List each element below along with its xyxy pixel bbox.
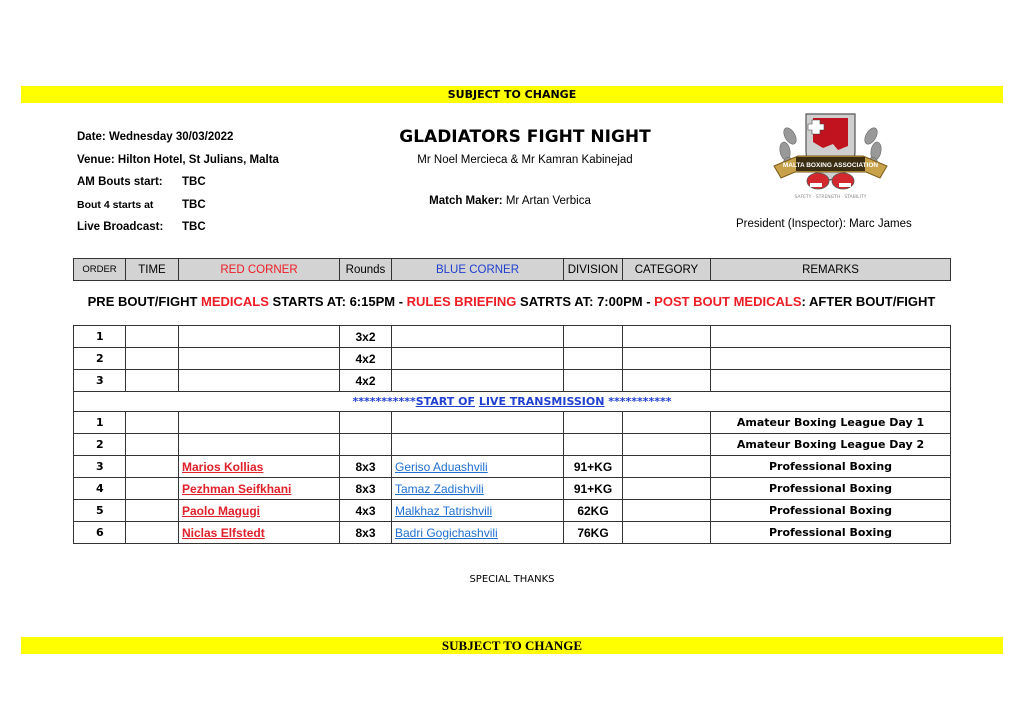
row-category	[623, 348, 711, 370]
logo-text: MALTA BOXING ASSOCIATION	[782, 162, 879, 169]
row-remarks: Professional Boxing	[711, 500, 951, 522]
row-category	[623, 412, 711, 434]
medicals-part1: PRE BOUT/FIGHT	[87, 294, 202, 309]
stars-right: ***********	[604, 395, 672, 408]
table-row	[74, 326, 951, 348]
row-order: 2	[74, 348, 126, 370]
row-division: 91+KG	[564, 456, 623, 478]
row-blue-corner	[392, 370, 564, 392]
row-category	[623, 370, 711, 392]
row-red-corner	[179, 370, 340, 392]
row-time	[126, 434, 179, 456]
row-remarks: Professional Boxing	[711, 522, 951, 544]
col-time: TIME	[126, 259, 179, 281]
row-time	[126, 326, 179, 348]
row-division: 62KG	[564, 500, 623, 522]
col-rounds: Rounds	[340, 259, 392, 281]
table-row	[74, 500, 951, 522]
col-red-corner: RED CORNER	[179, 259, 340, 281]
malta-boxing-association-logo	[768, 106, 893, 202]
am-bouts-label: AM Bouts start:	[77, 176, 163, 188]
medicals-part7: : AFTER BOUT/FIGHT	[801, 294, 936, 309]
live-broadcast-value: TBC	[182, 221, 206, 233]
medicals-part6: POST BOUT MEDICALS	[654, 294, 802, 309]
row-rounds: 4x2	[340, 370, 392, 392]
event-venue	[77, 154, 279, 166]
live-transmission-link[interactable]: LIVE TRANSMISSION	[478, 395, 605, 408]
date-label: Date: Wednesday 30/03/2022	[77, 131, 234, 143]
row-rounds: 4x3	[340, 500, 392, 522]
fight-card-header	[73, 258, 951, 281]
special-thanks: SPECIAL THANKS	[469, 574, 555, 585]
row-category	[623, 522, 711, 544]
row-division	[564, 412, 623, 434]
medicals-part2: MEDICALS	[201, 294, 269, 309]
match-maker-label: Match Maker:	[429, 195, 503, 207]
row-category	[623, 326, 711, 348]
row-category	[623, 434, 711, 456]
medicals-part3: STARTS AT: 6:15PM -	[268, 294, 407, 309]
medicals-part4: RULES BRIEFING	[406, 294, 517, 309]
logo-motto: SAFETY · STRENGTH · STABILITY	[794, 195, 867, 200]
medicals-part5: SATRTS AT: 7:00PM -	[516, 294, 655, 309]
row-rounds: 3x2	[340, 326, 392, 348]
row-category	[623, 500, 711, 522]
table-row	[74, 370, 951, 392]
row-order: 6	[74, 522, 126, 544]
row-order: 4	[74, 478, 126, 500]
row-category	[623, 456, 711, 478]
promoters: Mr Noel Mercieca & Mr Kamran Kabinejad	[417, 154, 633, 166]
row-rounds: 8x3	[340, 456, 392, 478]
row-blue-corner	[392, 348, 564, 370]
row-red-corner[interactable]	[179, 434, 340, 456]
row-remarks: Amateur Boxing League Day 1	[711, 412, 951, 434]
row-order: 2	[74, 434, 126, 456]
row-remarks: Amateur Boxing League Day 2	[711, 434, 951, 456]
row-rounds	[340, 412, 392, 434]
row-time	[126, 348, 179, 370]
row-remarks: Professional Boxing	[711, 456, 951, 478]
row-red-corner[interactable]: Paolo Magugi	[179, 500, 340, 522]
row-red-corner[interactable]: Pezhman Seifkhani	[179, 478, 340, 500]
row-order: 3	[74, 370, 126, 392]
row-rounds: 8x3	[340, 522, 392, 544]
row-remarks: Professional Boxing	[711, 478, 951, 500]
table-row	[74, 412, 951, 434]
row-order: 5	[74, 500, 126, 522]
start-of-link[interactable]: START OF	[415, 395, 475, 408]
bout4-label: Bout 4 starts at	[77, 199, 154, 211]
live-transmission-marker	[74, 392, 951, 412]
match-maker-name: Mr Artan Verbica	[505, 195, 591, 207]
row-blue-corner[interactable]: Badri Gogichashvili	[392, 522, 564, 544]
row-time	[126, 370, 179, 392]
row-rounds: 4x2	[340, 348, 392, 370]
table-row	[74, 522, 951, 544]
table-row	[74, 478, 951, 500]
row-order: 3	[74, 456, 126, 478]
row-time	[126, 522, 179, 544]
row-red-corner[interactable]: Marios Kollias	[179, 456, 340, 478]
row-blue-corner	[392, 326, 564, 348]
row-time	[126, 456, 179, 478]
president-inspector: President (Inspector): Marc James	[736, 218, 912, 230]
row-remarks	[711, 326, 951, 348]
row-division: 76KG	[564, 522, 623, 544]
row-red-corner	[179, 326, 340, 348]
row-order: 1	[74, 412, 126, 434]
match-maker	[375, 195, 645, 207]
row-red-corner	[179, 348, 340, 370]
col-remarks: REMARKS	[711, 259, 951, 281]
row-red-corner[interactable]	[179, 412, 340, 434]
live-broadcast	[77, 221, 206, 233]
row-category	[623, 478, 711, 500]
row-blue-corner[interactable]	[392, 412, 564, 434]
row-division: 91+KG	[564, 478, 623, 500]
live-transmission-row	[74, 392, 951, 412]
table-row	[74, 348, 951, 370]
row-division	[564, 370, 623, 392]
col-order: ORDER	[74, 259, 126, 281]
am-bouts-value: TBC	[182, 176, 206, 188]
table-row	[74, 434, 951, 456]
row-blue-corner[interactable]: Malkhaz Tatrishvili	[392, 500, 564, 522]
venue-label: Venue: Hilton Hotel, St Julians, Malta	[77, 154, 279, 166]
table-row	[74, 456, 951, 478]
subject-to-change-banner-bottom: SUBJECT TO CHANGE	[21, 637, 1003, 654]
row-time	[126, 500, 179, 522]
row-blue-corner[interactable]	[392, 434, 564, 456]
col-category: CATEGORY	[623, 259, 711, 281]
row-blue-corner[interactable]: Geriso Aduashvili	[392, 456, 564, 478]
row-rounds: 8x3	[340, 478, 392, 500]
row-division	[564, 326, 623, 348]
subject-to-change-banner-top: SUBJECT TO CHANGE	[21, 86, 1003, 103]
row-division	[564, 348, 623, 370]
am-bouts-start	[77, 176, 206, 188]
row-remarks	[711, 348, 951, 370]
event-title: GLADIATORS FIGHT NIGHT	[399, 127, 651, 147]
event-date	[77, 131, 233, 143]
stars-left: ***********	[352, 395, 416, 408]
row-time	[126, 412, 179, 434]
row-division	[564, 434, 623, 456]
row-blue-corner[interactable]: Tamaz Zadishvili	[392, 478, 564, 500]
col-blue-corner: BLUE CORNER	[392, 259, 564, 281]
fight-card-table	[73, 325, 951, 544]
medicals-schedule	[73, 294, 950, 309]
bout4-value: TBC	[182, 199, 206, 211]
row-rounds	[340, 434, 392, 456]
row-order: 1	[74, 326, 126, 348]
row-time	[126, 478, 179, 500]
row-red-corner[interactable]: Niclas Elfstedt	[179, 522, 340, 544]
row-remarks	[711, 370, 951, 392]
col-division: DIVISION	[564, 259, 623, 281]
bout4-start	[77, 199, 206, 211]
live-broadcast-label: Live Broadcast:	[77, 221, 164, 233]
